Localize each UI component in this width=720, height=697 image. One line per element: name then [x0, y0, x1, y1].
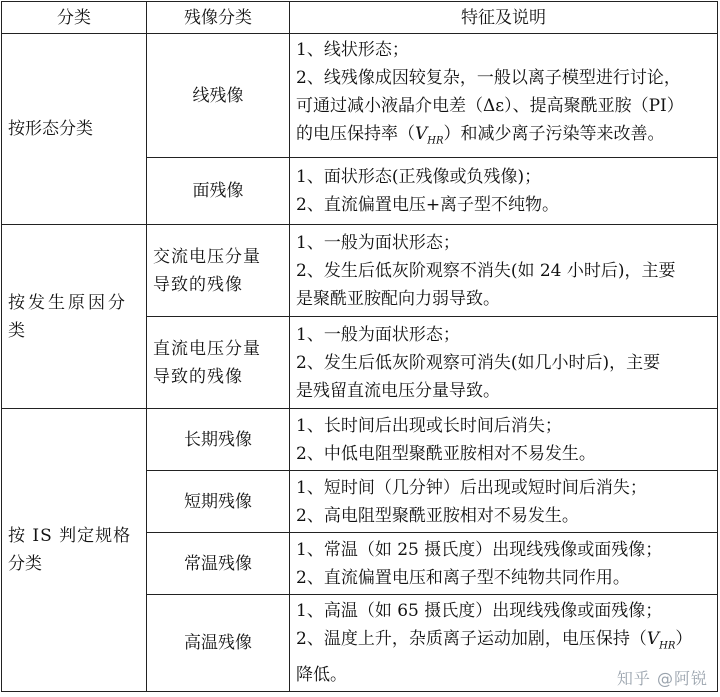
- description-cell: [290, 471, 718, 533]
- description-line: 1、线状形态；: [296, 40, 409, 60]
- description-line: 1、高温（如 65 摄氏度）出现线残像或面残像；: [296, 601, 663, 622]
- description-cell: [290, 158, 718, 225]
- description-line: 1、长时间后出现或长时间后消失；: [296, 415, 562, 436]
- type-long-term-afterimage: 长期残像: [147, 409, 290, 471]
- header-type: 残像分类: [147, 2, 290, 34]
- table-row: [2, 34, 718, 158]
- description-line: 降低。: [296, 664, 347, 685]
- description-line: 2、发生后低灰阶观察不消失(如 24 小时后)，主要: [296, 260, 676, 281]
- type-high-temp-afterimage: 高温残像: [147, 595, 290, 691]
- description-cell: [290, 533, 718, 595]
- type-short-term-afterimage: 短期残像: [147, 471, 290, 533]
- type-dc-afterimage: 直流电压分量 导致的残像: [147, 317, 290, 409]
- table-row: [2, 225, 718, 317]
- type-line-afterimage: 线残像: [147, 34, 290, 158]
- category-by-cause: 按发生原因分 类: [2, 225, 147, 409]
- description-line: 1、面状形态(正残像或负残像)；: [296, 167, 542, 188]
- type-ac-afterimage: 交流电压分量 导致的残像: [147, 225, 290, 317]
- description-line: 1、一般为面状形态；: [296, 232, 460, 253]
- description-line: 2、直流偏置电压和离子型不纯物共同作用。: [296, 567, 630, 588]
- classification-table: [1, 1, 718, 692]
- table-header-row: [2, 2, 718, 34]
- description-line: 1、一般为面状形态；: [296, 324, 460, 345]
- description-line: 2、中低电阻型聚酰亚胺相对不易发生。: [296, 443, 596, 464]
- description-line: 1、常温（如 25 摄氏度）出现线残像或面残像；: [296, 539, 663, 560]
- description-line: 可通过减小液晶介电差（Δε）、提高聚酰亚胺（PI）: [296, 96, 684, 116]
- description-cell: [290, 225, 718, 317]
- description-line: 2、线残像成因较复杂，一般以离子模型进行讨论，: [296, 68, 681, 88]
- description-line: 1、短时间（几分钟）后出现或短时间后消失；: [296, 477, 647, 498]
- description-cell: [290, 317, 718, 409]
- table-row: [2, 409, 718, 471]
- description-line: 的电压保持率$(V_{HR})$和减少离子污染等来改善。: [296, 124, 665, 147]
- header-description: 特征及说明: [290, 2, 718, 34]
- description-line: 2、发生后低灰阶观察可消失(如几小时后)，主要: [296, 352, 661, 373]
- category-by-is-spec: 按 IS 判定规格 分类: [2, 409, 147, 691]
- header-category: 分类: [2, 2, 147, 34]
- vhr-symbol: $V_{HR}$: [415, 124, 444, 147]
- description-line: 2、直流偏置电压+离子型不纯物。: [296, 195, 560, 216]
- description-line: 是残留直流电压分量导致。: [296, 380, 500, 401]
- description-line: 2、温度上升，杂质离子运动加剧，电压保持$(V_{HR})$: [296, 629, 693, 652]
- description-cell: [290, 409, 718, 471]
- type-room-temp-afterimage: 常温残像: [147, 533, 290, 595]
- description-cell: [290, 34, 718, 158]
- watermark: 知乎 @阿锐: [616, 669, 708, 688]
- description-line: 2、高电阻型聚酰亚胺相对不易发生。: [296, 505, 579, 526]
- type-surface-afterimage: 面残像: [147, 158, 290, 225]
- description-line: 是聚酰亚胺配向力弱导致。: [296, 288, 500, 309]
- vhr-symbol: $V_{HR}$: [646, 629, 676, 652]
- category-by-shape: 按形态分类: [2, 34, 147, 225]
